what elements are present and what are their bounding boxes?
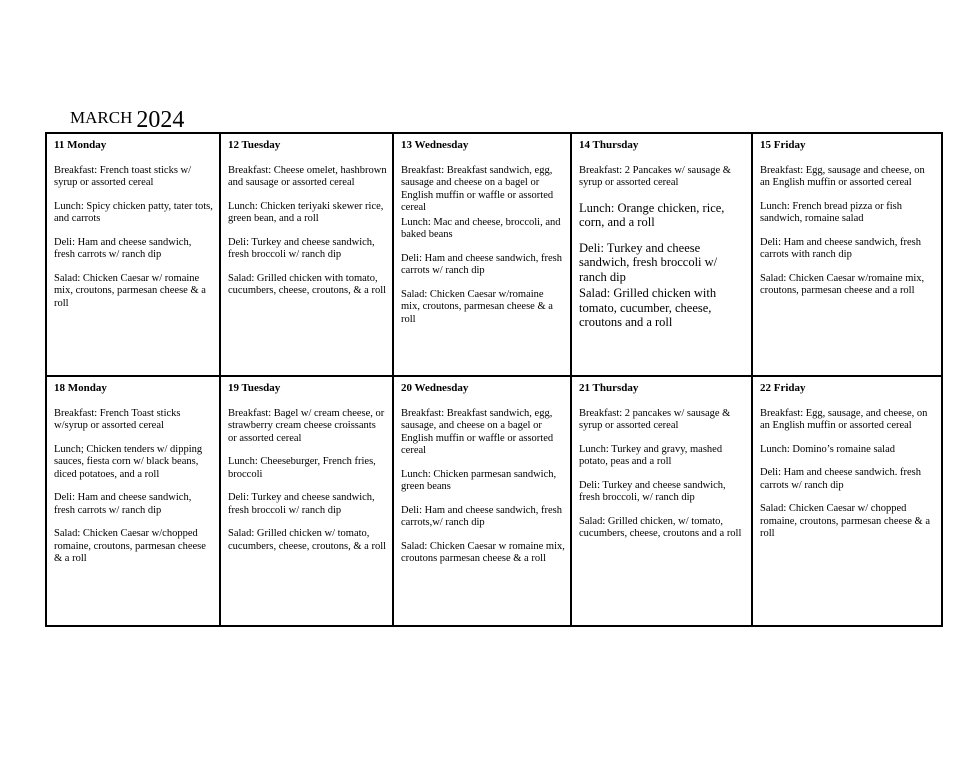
day-label: 14 Thursday <box>579 139 639 151</box>
day-label: 22 Friday <box>760 382 806 394</box>
deli-item: Deli: Ham and cheese sandwich, fresh carrots w/ ranch dip <box>54 236 192 260</box>
day-cell-tuesday-19 <box>220 376 393 626</box>
deli-item: Deli: Ham and cheese sandwich, fresh carrots with ranch dip <box>760 236 921 260</box>
breakfast-item: Breakfast: French Toast sticks w/syrup or assorted cereal <box>54 407 181 431</box>
page-title <box>70 104 185 133</box>
lunch-item: Lunch: Cheeseburger, French fries, broccoli <box>228 456 376 480</box>
lunch-item: Lunch: Domino’s romaine salad <box>760 443 896 455</box>
day-cell-tuesday-12 <box>220 133 393 376</box>
salad-item: Salad: Chicken Caesar w/ chopped romaine, croutons, parmesan cheese & a roll <box>760 503 930 539</box>
deli-item: Deli: Ham and cheese sandwich, fresh carrots w/ ranch dip <box>54 492 192 516</box>
breakfast-item: Breakfast: Bagel w/ cream cheese, or strawberry cream cheese croissants or assorted cereal <box>228 407 385 444</box>
breakfast-item: Breakfast: Cheese omelet, hashbrown and sausage or assorted cereal <box>228 164 387 188</box>
deli-item: Deli: Ham and cheese sandwich. fresh carrots w/ ranch dip <box>760 467 921 491</box>
menu-calendar <box>45 132 943 627</box>
deli-item: Deli: Turkey and cheese sandwich, fresh broccoli, w/ ranch dip <box>579 479 726 503</box>
breakfast-item: Breakfast: French toast sticks w/ syrup or assorted cereal <box>54 164 192 188</box>
day-cell-wednesday-20 <box>393 376 571 626</box>
salad-item: Salad: Grilled chicken, w/ tomato, cucumbers, cheese, croutons and a roll <box>579 515 742 539</box>
day-cell-monday-11 <box>46 133 220 376</box>
week-row <box>46 133 942 376</box>
lunch-item: Lunch: Chicken teriyaki skewer rice, green bean, and a roll <box>228 200 384 224</box>
breakfast-item: Breakfast: 2 Pancakes w/ sausage & syrup or assorted cereal <box>579 164 731 188</box>
deli-item: Deli: Turkey and cheese sandwich, fresh broccoli w/ ranch dip <box>228 492 375 516</box>
day-label: 20 Wednesday <box>401 382 469 394</box>
day-label: 18 Monday <box>54 382 107 394</box>
week-row <box>46 376 942 626</box>
day-label: 21 Thursday <box>579 382 639 394</box>
deli-item: Deli: Turkey and cheese sandwich, fresh broccoli w/ ranch dip <box>579 240 718 284</box>
lunch-item: Lunch; Chicken tenders w/ dipping sauces, fiesta corn w/ black beans, diced potatoes, and a roll <box>54 443 203 480</box>
day-cell-wednesday-13 <box>393 133 571 376</box>
deli-item: Deli: Ham and cheese sandwich, fresh carrots w/ ranch dip <box>401 252 562 276</box>
breakfast-item: Breakfast: Breakfast sandwich, egg, sausage and cheese on a bagel or English muffin or waffle or assorted cereal <box>401 164 554 213</box>
salad-item: Salad: Grilled chicken with tomato, cucumbers, cheese, croutons, & a roll <box>228 272 387 296</box>
breakfast-item: Breakfast: Breakfast sandwich, egg, sausage, and cheese on a bagel or English muffin or waffle or assorted cereal <box>401 407 554 456</box>
day-label: 19 Tuesday <box>228 382 281 394</box>
lunch-item: Lunch: Turkey and gravy, mashed potato, peas and a roll <box>579 443 723 467</box>
day-label: 15 Friday <box>760 139 806 151</box>
lunch-item: Lunch: Spicy chicken patty, tater tots, and carrots <box>54 200 213 224</box>
salad-item: Salad: Grilled chicken w/ tomato, cucumbers, cheese, croutons, & a roll <box>228 528 387 552</box>
salad-item: Salad: Chicken Caesar w/chopped romaine, croutons, parmesan cheese & a roll <box>54 528 206 564</box>
deli-item: Deli: Ham and cheese sandwich, fresh carrots,w/ ranch dip <box>401 504 562 528</box>
title-month: MARCH <box>70 108 133 127</box>
lunch-item: Lunch: Orange chicken, rice, corn, and a roll <box>579 200 725 229</box>
salad-item: Salad: Chicken Caesar w romaine mix, croutons parmesan cheese & a roll <box>401 540 565 564</box>
day-cell-friday-15 <box>752 133 942 376</box>
breakfast-item: Breakfast: Egg, sausage and cheese, on an English muffin or assorted cereal <box>760 164 925 188</box>
salad-item: Salad: Chicken Caesar w/romaine mix, croutons, parmesan cheese & a roll <box>401 288 553 325</box>
breakfast-item: Breakfast: Egg, sausage, and cheese, on an English muffin or assorted cereal <box>760 407 928 431</box>
day-label: 13 Wednesday <box>401 139 469 151</box>
day-cell-thursday-21 <box>571 376 752 626</box>
day-cell-monday-18 <box>46 376 220 626</box>
breakfast-item: Breakfast: 2 pancakes w/ sausage & syrup or assorted cereal <box>579 407 731 431</box>
lunch-item: Lunch: French bread pizza or fish sandwich, romaine salad <box>760 200 902 224</box>
salad-item: Salad: Grilled chicken with tomato, cucumber, cheese, croutons and a roll <box>579 286 717 329</box>
day-cell-thursday-14 <box>571 133 752 376</box>
day-cell-friday-22 <box>752 376 942 626</box>
salad-item: Salad: Chicken Caesar w/romaine mix, croutons, parmesan cheese and a roll <box>760 272 925 296</box>
title-year: 2024 <box>136 107 185 133</box>
salad-item: Salad: Chicken Caesar w/ romaine mix, croutons, parmesan cheese & a roll <box>54 272 206 309</box>
day-label: 12 Tuesday <box>228 139 281 151</box>
lunch-item: Lunch: Chicken parmesan sandwich, green beans <box>401 468 557 492</box>
day-label: 11 Monday <box>54 139 107 151</box>
deli-item: Deli: Turkey and cheese sandwich, fresh broccoli w/ ranch dip <box>228 236 375 260</box>
lunch-item: Lunch: Mac and cheese, broccoli, and baked beans <box>401 216 561 240</box>
